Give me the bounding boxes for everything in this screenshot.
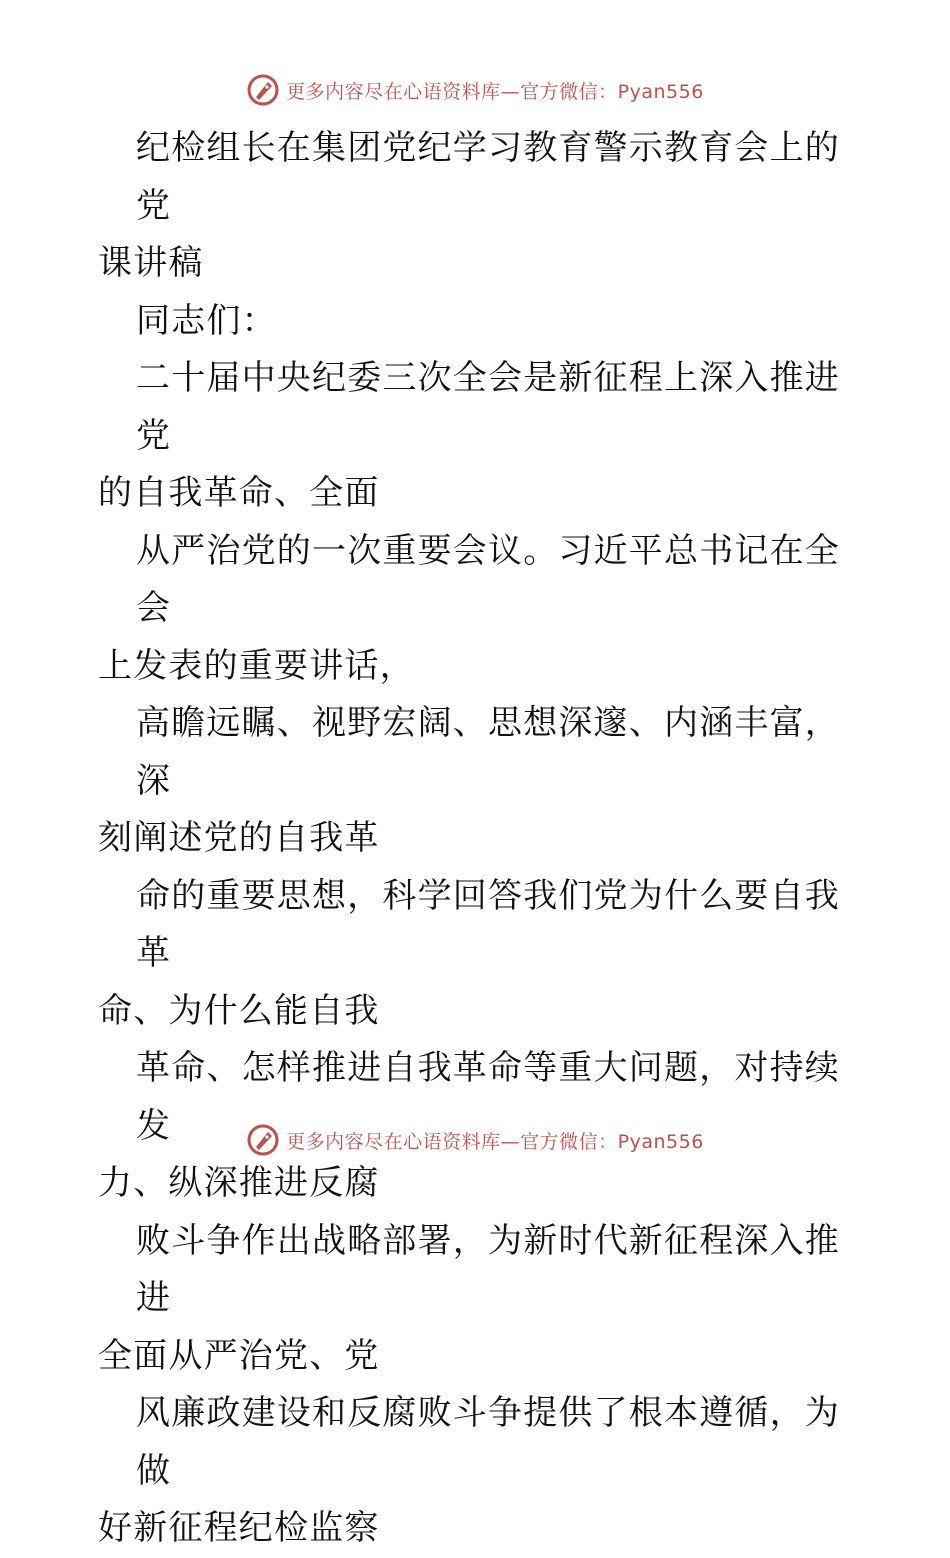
pen-nib-logo-icon bbox=[246, 1123, 280, 1157]
watermark-text: 更多内容尽在心语资料库—官方微信：Pyan556 bbox=[286, 1130, 704, 1153]
paragraph: 二十届中央纪委三次全会是新征程上深入推进党 的自我革命、全面 bbox=[98, 358, 840, 513]
paragraph: 高瞻远瞩、视野宏阔、思想深邃、内涵丰富，深 刻阐述党的自我革 bbox=[98, 703, 840, 858]
paragraph: 风廉政建设和反腐败斗争提供了根本遵循，为做 好新征程纪检监察 bbox=[98, 1393, 840, 1548]
watermark-text: 更多内容尽在心语资料库—官方微信：Pyan556 bbox=[286, 80, 704, 103]
paragraph: 从严治党的一次重要会议。习近平总书记在全会 上发表的重要讲话， bbox=[98, 530, 840, 686]
document-body bbox=[98, 120, 858, 1558]
paragraph-salutation: 同志们： bbox=[136, 300, 277, 341]
header-watermark bbox=[0, 70, 950, 110]
footer-watermark bbox=[0, 1120, 950, 1160]
pen-nib-logo-icon bbox=[246, 73, 280, 107]
paragraph-title: 纪检组长在集团党纪学习教育警示教育会上的党 课讲稿 bbox=[98, 128, 840, 283]
paragraph: 命的重要思想，科学回答我们党为什么要自我革 命、为什么能自我 bbox=[98, 875, 840, 1031]
paragraph: 革命、怎样推进自我革命等重大问题，对持续发 力、纵深推进反腐 bbox=[98, 1048, 840, 1203]
paragraph: 败斗争作出战略部署，为新时代新征程深入推进 全面从严治党、党 bbox=[98, 1220, 840, 1376]
